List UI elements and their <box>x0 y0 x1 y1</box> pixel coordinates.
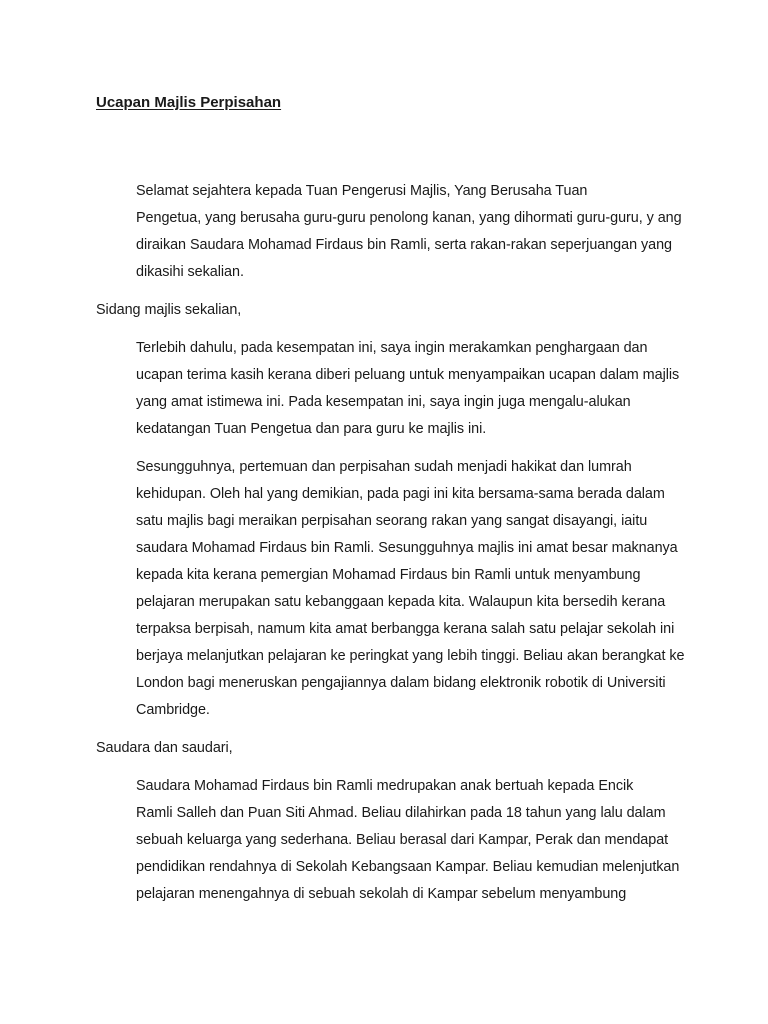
text-line: satu majlis bagi meraikan perpisahan seorang rakan yang sangat disayangi, iaitu <box>136 513 648 529</box>
text-line: diraikan Saudara Mohamad Firdaus bin Ramli, serta rakan-rakan seperjuangan yang <box>136 237 672 253</box>
text-line: Terlebih dahulu, pada kesempatan ini, saya ingin merakamkan penghargaan dan <box>136 340 648 356</box>
paragraph-greeting <box>96 178 682 286</box>
text-line: Sidang majlis sekalian, <box>96 302 242 318</box>
text-line: kedatangan Tuan Pengetua dan para guru ke majlis ini. <box>136 421 487 437</box>
text-line: berjaya melanjutkan pelajaran ke peringkat yang lebih tinggi. Beliau akan berangkat ke <box>136 648 685 664</box>
text-line: Selamat sejahtera kepada Tuan Pengerusi Majlis, Yang Berusaha Tuan <box>136 183 588 199</box>
text-line: Saudara Mohamad Firdaus bin Ramli medrupakan anak bertuah kepada Encik <box>136 778 634 794</box>
paragraph-address-1 <box>96 297 678 324</box>
text-line: terpaksa berpisah, namum kita amat berbangga kerana salah satu pelajar sekolah ini <box>136 621 675 637</box>
text-line: Sesungguhnya, pertemuan dan perpisahan sudah menjadi hakikat dan lumrah <box>136 459 632 475</box>
text-line: pelajaran merupakan satu kebanggaan kepada kita. Walaupun kita bersedih kerana <box>136 594 666 610</box>
paragraph-farewell <box>96 454 685 724</box>
text-line: pendidikan rendahnya di Sekolah Kebangsaan Kampar. Beliau kemudian melenjutkan <box>136 859 680 875</box>
text-line: ucapan terima kasih kerana diberi peluang untuk menyampaikan ucapan dalam majlis <box>136 367 680 383</box>
document-body <box>96 178 685 919</box>
text-line: kepada kita kerana pemergian Mohamad Firdaus bin Ramli untuk menyambung <box>136 567 641 583</box>
text-line: Ramli Salleh dan Puan Siti Ahmad. Beliau dilahirkan pada 18 tahun yang lalu dalam <box>136 805 666 821</box>
text-line: pelajaran menengahnya di sebuah sekolah di Kampar sebelum menyambung <box>136 886 627 902</box>
text-line: kehidupan. Oleh hal yang demikian, pada pagi ini kita bersama-sama berada dalam <box>136 486 665 502</box>
text-line: saudara Mohamad Firdaus bin Ramli. Sesungguhnya majlis ini amat besar maknanya <box>136 540 678 556</box>
text-line: London bagi meneruskan pengajiannya dalam bidang elektronik robotik di Universiti <box>136 675 666 691</box>
text-line: dikasihi sekalian. <box>136 264 244 280</box>
paragraph-address-2 <box>96 735 678 762</box>
text-line: Pengetua, yang berusaha guru-guru penolong kanan, yang dihormati guru-guru, y ang <box>136 210 682 226</box>
paragraph-biography <box>96 773 678 908</box>
text-line: yang amat istimewa ini. Pada kesempatan ini, saya ingin juga mengalu-alukan <box>136 394 631 410</box>
text-line: Cambridge. <box>136 702 210 718</box>
text-line: sebuah keluarga yang sederhana. Beliau berasal dari Kampar, Perak dan mendapat <box>136 832 669 848</box>
text-line: Saudara dan saudari, <box>96 740 233 756</box>
document-title: Ucapan Majlis Perpisahan <box>96 94 282 111</box>
paragraph-opening <box>96 335 678 443</box>
